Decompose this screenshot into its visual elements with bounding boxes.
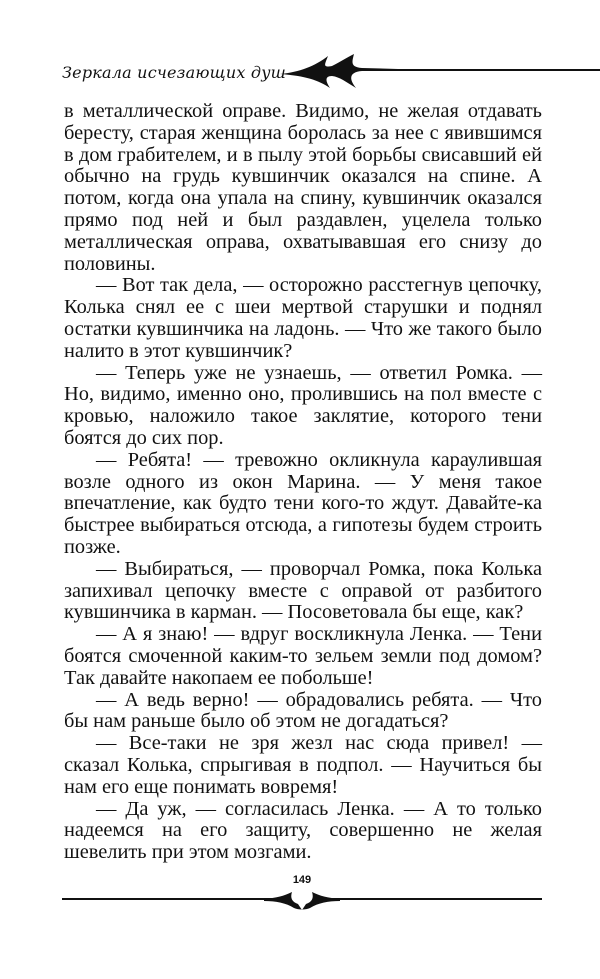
paragraph: — Да уж, — согласилась Ленка. — А то только надеемся на его защиту, совершенно не желая шевелить при этом мозгами. bbox=[64, 797, 542, 864]
paragraph: — Выбираться, — проворчал Ромка, пока Колька запихивал цепочку вместе с оправой от разбитого кувшинчика в карман. — Посоветовала бы еще, как? bbox=[64, 557, 542, 624]
paragraph: в металлической оправе. Видимо, не желая отдавать бересту, старая женщина боролась за нее с явившимся в дом грабителем, и в пылу этой борьбы свисавший ей обычно на грудь кувшинчик оказался на спине. А потом, когда она упала на спину, кувшинчик оказался прямо под ней и был раздавлен, уцелела только металлическая оправа, охватывавшая его снизу до половины. bbox=[64, 100, 542, 275]
paragraph: — Теперь уже не узнаешь, — ответил Ромка. — Но, видимо, именно оно, пролившись на пол вместе с кровью, наложило такое заклятие, которого тени боятся до сих пор. bbox=[64, 361, 542, 449]
page-number: 149 bbox=[292, 874, 312, 886]
header-ornament-icon bbox=[270, 52, 400, 92]
paragraph: — Вот так дела, — осторожно расстегнув цепочку, Колька снял ее с шеи мертвой старушки и поднял остатки кувшинчика на ладонь. — Что же такого было налито в этот кувшинчик? bbox=[64, 274, 542, 362]
footer-rule-right bbox=[332, 898, 542, 900]
page-footer bbox=[62, 868, 542, 916]
paragraph: — Все-таки не зря жезл нас сюда привел! — сказал Колька, спрыгивая в подпол. — Научиться бы нам его еще понимать вовремя! bbox=[64, 732, 542, 798]
paragraph: — А ведь верно! — обрадовались ребята. — Что бы нам раньше было об этом не догадаться? bbox=[64, 688, 542, 733]
header-rule bbox=[352, 69, 600, 71]
paragraph: — А я знаю! — вдруг воскликнула Ленка. — Тени боятся смоченной каким-то зельем земли под домом? Так давайте накопаем ее побольше! bbox=[64, 623, 542, 689]
book-title: Зеркала исчезающих душ bbox=[62, 63, 287, 82]
footer-rule-left bbox=[62, 898, 272, 900]
running-header bbox=[62, 52, 542, 92]
body-text bbox=[64, 101, 542, 864]
paragraph: — Ребята! — тревожно окликнула караулившая возле одного из окон Марина. — У меня такое впечатление, как будто тени кого-то ждут. Давайте-ка быстрее выбираться отсюда, а гипотезы будем строить позже. bbox=[64, 448, 542, 558]
